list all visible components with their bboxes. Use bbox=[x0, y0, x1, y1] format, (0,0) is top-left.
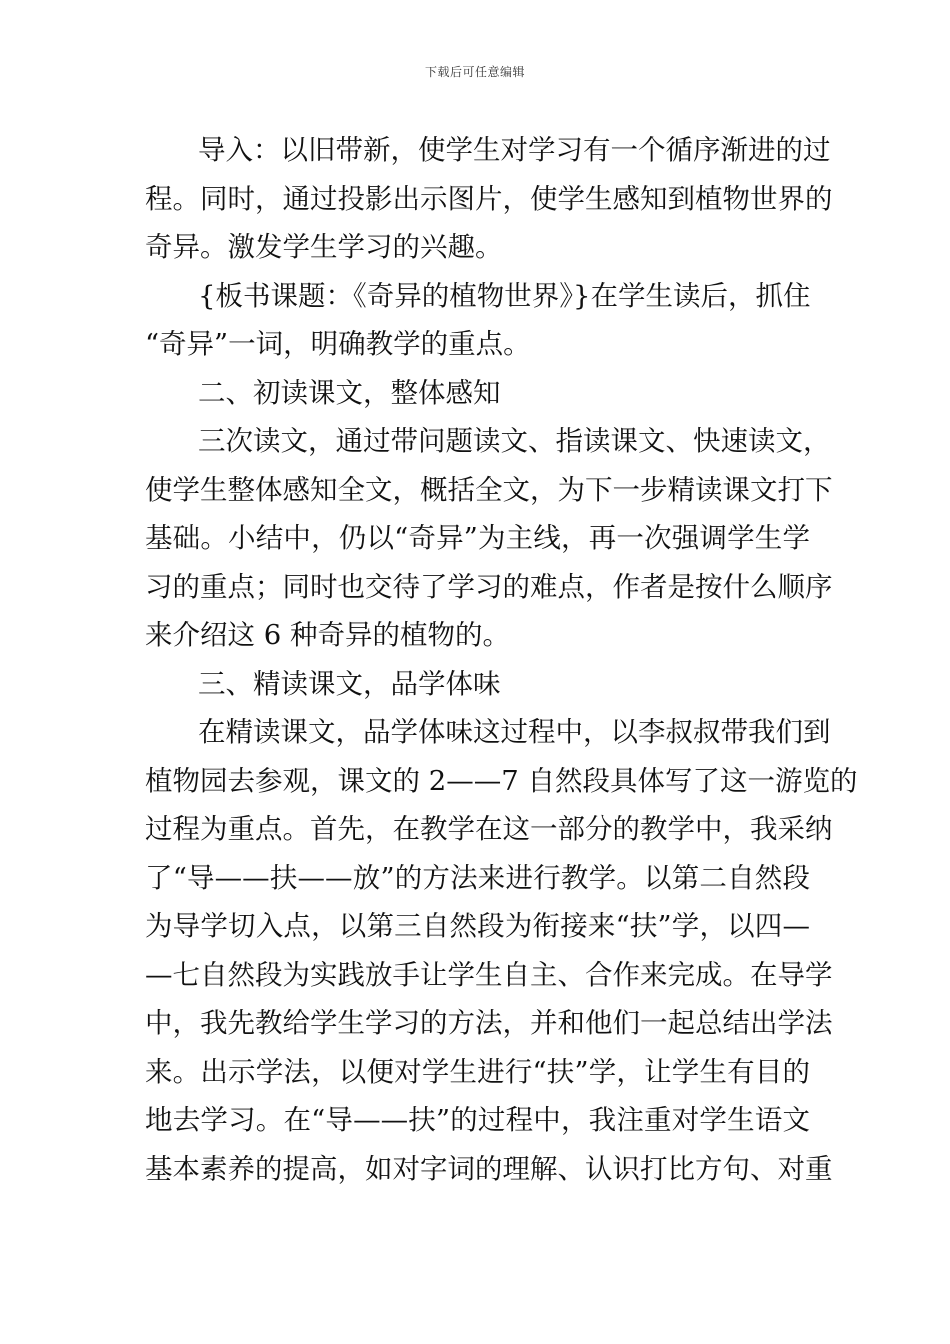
text-line: 来。出示学法，以便对学生进行“扶”学，让学生有目的 bbox=[145, 1055, 810, 1088]
text-line: 导入：以旧带新，使学生对学习有一个循序渐进的过 bbox=[198, 134, 831, 166]
text-line: 三次读文，通过带问题读文、指读课文、快速读文， bbox=[198, 425, 831, 457]
text-line: 植物园去参观，课文的 2——7 自然段具体写了这一游览的 bbox=[145, 764, 858, 797]
text-line: 基本素养的提高，如对字词的理解、认识打比方句、对重 bbox=[145, 1152, 833, 1185]
section-heading: 二、初读课文，整体感知 bbox=[198, 376, 501, 409]
page-header: 下载后可任意编辑 bbox=[424, 65, 525, 79]
text-line: 地去学习。在“导——扶”的过程中，我注重对学生语文 bbox=[145, 1104, 810, 1136]
text-line: 奇异。激发学生学习的兴趣。 bbox=[145, 231, 503, 263]
text-line: 在精读课文，品学体味这过程中，以李叔叔带我们到 bbox=[198, 716, 831, 748]
text-line: 习的重点；同时也交待了学习的难点，作者是按什么顺序 bbox=[145, 570, 833, 603]
text-line: —七自然段为实践放手让学生自主、合作来完成。在导学 bbox=[145, 958, 833, 991]
text-line: 程。同时，通过投影出示图片，使学生感知到植物世界的 bbox=[145, 182, 833, 215]
text-line: 了“导——扶——放”的方法来进行教学。以第二自然段 bbox=[145, 861, 810, 894]
section-heading: 三、精读课文，品学体味 bbox=[198, 667, 501, 700]
text-line: “奇异”一词，明确教学的重点。 bbox=[145, 328, 531, 360]
text-line: 来介绍这 6 种奇异的植物的。 bbox=[145, 619, 510, 651]
text-line: 中，我先教给学生学习的方法，并和他们一起总结出学法 bbox=[145, 1007, 833, 1039]
text-line: {板书课题：《奇异的植物世界》}在学生读后，抓住 bbox=[198, 279, 811, 312]
text-line: 基础。小结中，仍以“奇异”为主线，再一次强调学生学 bbox=[145, 522, 810, 554]
document-body bbox=[145, 126, 858, 1193]
text-line: 使学生整体感知全文，概括全文，为下一步精读课文打下 bbox=[145, 473, 833, 506]
text-line: 为导学切入点，以第三自然段为衔接来“扶”学，以四— bbox=[145, 910, 810, 942]
text-line: 过程为重点。首先，在教学在这一部分的教学中，我采纳 bbox=[145, 813, 833, 845]
